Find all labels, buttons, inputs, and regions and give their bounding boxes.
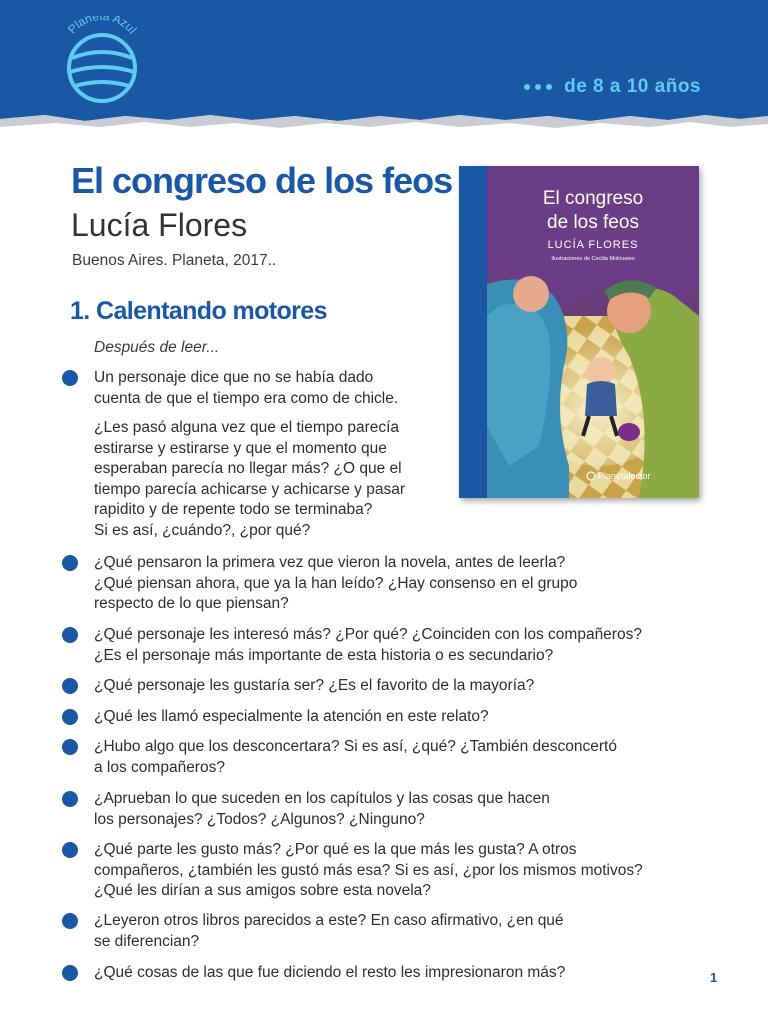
- bullet-icon: [62, 791, 78, 807]
- question-item: [62, 625, 712, 666]
- question-item: [62, 911, 712, 952]
- bullet-icon: [62, 678, 78, 694]
- book-publisher: Buenos Aires. Planeta, 2017..: [72, 252, 277, 269]
- cover-title-line1: El congreso: [542, 188, 644, 209]
- question-item: [62, 676, 712, 697]
- question-subtext: ¿Les pasó alguna vez que el tiempo parecía estirarse y estirarse y que el momento que esperaban parecía no llegar más? ¿O que el tiempo parecía achicarse y achicarse y pasar rapidito y de repente todo se terminaba? Si es así, ¿cuándo?, ¿por qué?: [94, 419, 406, 539]
- bullet-icon: [62, 842, 78, 858]
- age-range-label: [524, 76, 701, 98]
- cover-imprint: Planetalector: [598, 471, 651, 481]
- bullet-icon: [62, 739, 78, 755]
- bullet-icon: [62, 965, 78, 981]
- section-title: 1. Calentando motores: [70, 297, 327, 325]
- bullet-icon: [62, 913, 78, 929]
- bullet-icon: [62, 709, 78, 725]
- question-text: ¿Qué cosas de las que fue diciendo el resto les impresionaron más?: [94, 964, 566, 981]
- question-text: Un personaje dice que no se había dado cuenta de que el tiempo era como de chicle.: [94, 369, 399, 407]
- book-author: Lucía Flores: [71, 207, 248, 243]
- question-text: ¿Qué parte les gusto más? ¿Por qué es la que más les gusta? A otros compañeros, ¿también les gustó más esa? Si es así, ¿por los mismos motivos? ¿Qué les dirían a sus amigos sobre esta novela?: [94, 841, 643, 899]
- planeta-azul-logo: [56, 16, 148, 108]
- section-intro: Después de leer...: [94, 339, 220, 356]
- question-item: [62, 368, 712, 541]
- dots-icon: [524, 84, 552, 90]
- book-title: El congreso de los feos: [71, 160, 453, 201]
- question-text: ¿Qué les llamó especialmente la atención en este relato?: [94, 708, 489, 725]
- bullet-icon: [62, 555, 78, 571]
- question-item: [62, 840, 712, 902]
- question-text: ¿Aprueban lo que suceden en los capítulos y las cosas que hacen los personajes? ¿Todos? ¿Algunos? ¿Ninguno?: [94, 790, 550, 828]
- cover-title-line2: de los feos: [547, 212, 639, 233]
- bullet-icon: [62, 627, 78, 643]
- bullet-icon: [62, 370, 78, 386]
- question-text: ¿Hubo algo que los desconcertara? Si es así, ¿qué? ¿También desconcertó a los compañeros?: [94, 738, 617, 776]
- page-number: 1: [710, 970, 718, 985]
- question-text: ¿Qué personaje les gustaría ser? ¿Es el favorito de la mayoría?: [94, 677, 535, 694]
- cover-author: LUCÍA FLORES: [547, 239, 639, 251]
- question-text: ¿Leyeron otros libros parecidos a este? En caso afirmativo, ¿en qué se diferencian?: [94, 912, 564, 950]
- question-item: [62, 707, 712, 728]
- question-item: [62, 789, 712, 830]
- age-range-text: de 8 a 10 años: [564, 76, 701, 97]
- cover-illustrator: Ilustraciones de Cecilia Molinuevo: [551, 256, 635, 262]
- question-item: [62, 963, 712, 984]
- question-item: [62, 737, 712, 778]
- question-text: ¿Qué pensaron la primera vez que vieron la novela, antes de leerla? ¿Qué piensan ahora, que ya la han leído? ¿Hay consenso en el grupo respecto de lo que piensan?: [94, 554, 578, 612]
- question-text: ¿Qué personaje les interesó más? ¿Por qué? ¿Coinciden con los compañeros? ¿Es el personaje más importante de esta historia o es secundario?: [94, 626, 642, 664]
- logo-text: Planeta Azul: [64, 16, 140, 37]
- question-item: [62, 553, 712, 615]
